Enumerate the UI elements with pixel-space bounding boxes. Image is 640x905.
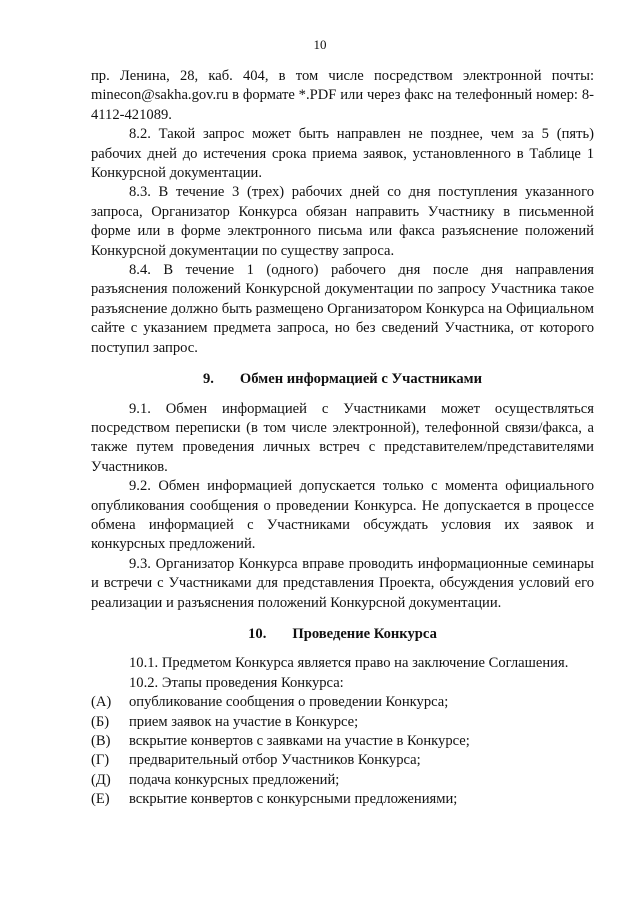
list-item-text: вскрытие конвертов с конкурсными предложениями; [129, 791, 458, 808]
list-item-letter: (Г) [91, 752, 110, 769]
list-item [91, 790, 594, 809]
list-item-letter: (Д) [91, 771, 111, 788]
section-9-number: 9. [202, 371, 214, 388]
clause-8-4: 8.4. В течение 1 (одного) рабочего дня после дня направления разъяснения положений Конкурсной документации по запросу Участника такое разъяснение должно быть размещено Организатором Конкурса на Официальном сайте с указанием предмета запроса, но без сведений Участника, от которого поступил запрос. [91, 262, 594, 356]
list-item-letter: (А) [91, 694, 112, 711]
clause-9-1: 9.1. Обмен информацией с Участниками может осуществляться посредством переписки (в том числе электронной), телефонной связи/факса, а также путем проведения личных встреч с представителем/представителями Участников. [91, 400, 594, 475]
list-item [91, 751, 594, 770]
document-body [91, 67, 594, 810]
list-item [91, 713, 594, 732]
intro-paragraph: пр. Ленина, 28, каб. 404, в том числе посредством электронной почты: minecon@sakha.gov.ru в формате *.PDF или через факс на телефонный номер: 8-4112-421089. [91, 68, 594, 123]
list-item-letter: (Б) [91, 713, 110, 730]
list-item-text: вскрытие конвертов с заявками на участие в Конкурсе; [129, 733, 470, 749]
list-item-text: подача конкурсных предложений; [129, 771, 340, 788]
clause-9-2: 9.2. Обмен информацией допускается только с момента официального опубликования сообщения о проведении Конкурса. Не допускается в процессе обмена информацией с Участниками обсуждать условия их заявок и конкурсных предложений. [91, 478, 594, 553]
list-item [91, 693, 594, 712]
section-9-heading [91, 370, 594, 389]
stages-list [91, 693, 594, 809]
section-10-number: 10. [248, 625, 267, 642]
section-10-title: Проведение Конкурса [292, 625, 437, 642]
section-9-title: Обмен информацией с Участниками [239, 371, 483, 388]
list-item [91, 732, 594, 751]
clause-9-3: 9.3. Организатор Конкурса вправе проводить информационные семинары и встречи с Участниками для представления Проекта, обсуждения условий его реализации и разъяснения положений Конкурсной документации. [91, 555, 594, 611]
list-item-text: опубликование сообщения о проведении Конкурса; [129, 694, 449, 711]
list-item-letter: (В) [91, 733, 111, 749]
page-number: 10 [313, 37, 327, 52]
clause-8-3: 8.3. В течение 3 (трех) рабочих дней со дня поступления указанного запроса, Организатор Конкурса обязан направить Участнику в письменной форме или в форме электронного письма или факса разъяснение положений Конкурсной документации по существу запроса. [91, 184, 594, 259]
clause-10-1: 10.1. Предметом Конкурса является право на заключение Соглашения. [129, 655, 569, 672]
clause-10-2: 10.2. Этапы проведения Конкурса: [129, 674, 344, 691]
list-item [91, 771, 594, 790]
list-item-text: прием заявок на участие в Конкурсе; [129, 713, 359, 730]
list-item-text: предварительный отбор Участников Конкурса; [129, 752, 421, 769]
list-item-letter: (Е) [91, 791, 110, 808]
section-10-heading [91, 625, 594, 644]
clause-8-2: 8.2. Такой запрос может быть направлен не позднее, чем за 5 (пять) рабочих дней до истечения срока приема заявок, установленного в Таблице 1 Конкурсной документации. [91, 126, 594, 182]
